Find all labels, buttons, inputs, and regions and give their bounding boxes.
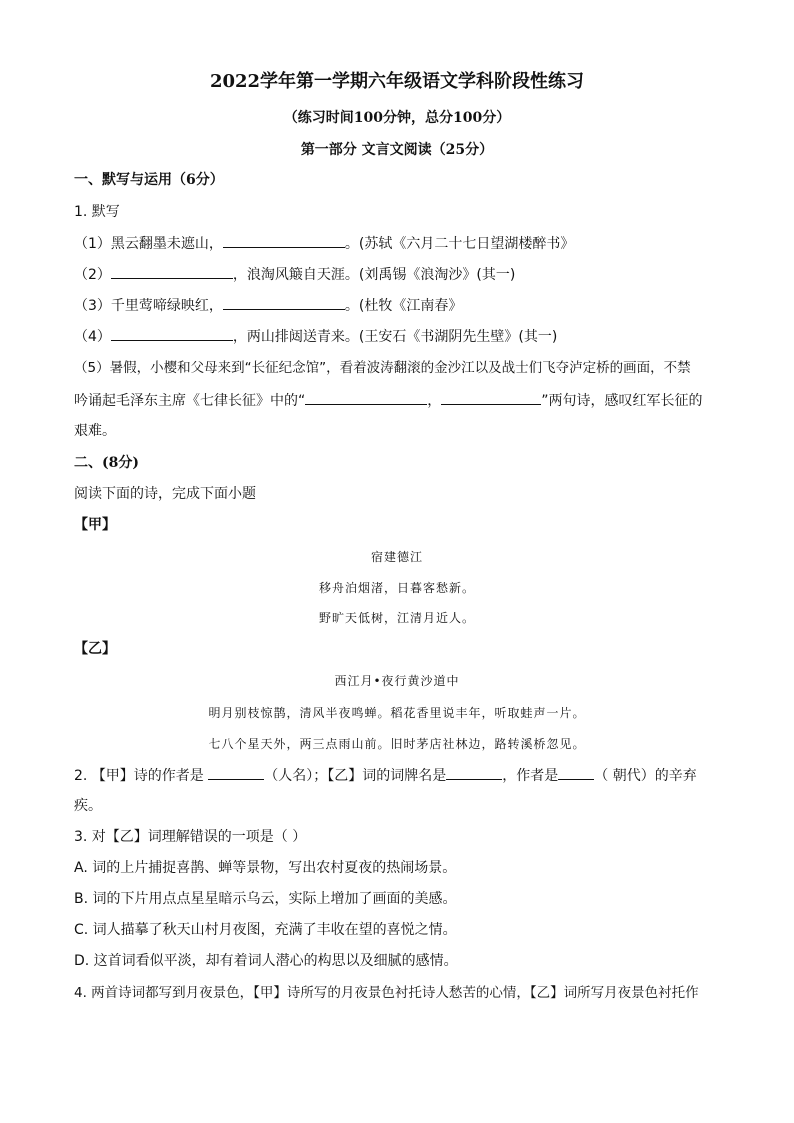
page-subtitle: （练习时间100分钟，总分100分） xyxy=(283,110,511,126)
item5-prefix: 吟诵起毛泽东主席《七律长征》中的“ xyxy=(74,393,306,409)
question1-item5-line1: （5）暑假，小樱和父母来到“长征纪念馆”，看着波涛翻滚的金沙江以及战士们飞夺泸定桥的画面，不禁 xyxy=(74,360,691,376)
poem2-title: 西江月•夜行黄沙道中 xyxy=(334,674,460,688)
item5-middle: ， xyxy=(427,393,442,409)
question4: 4. 两首诗词都写到月夜景色，【甲】诗所写的月夜景色衬托诗人愁苦的心情，【乙】词所写月夜景色衬托作 xyxy=(74,985,699,1001)
answer-blank[interactable] xyxy=(305,390,427,405)
question2 xyxy=(74,765,697,786)
section1-heading: 一、默写与运用（6分） xyxy=(74,172,224,188)
question1-item4 xyxy=(74,326,557,347)
item4-prefix: （4） xyxy=(74,329,111,345)
item3-prefix: （3）千里莺啼绿映红， xyxy=(74,298,223,314)
answer-blank[interactable] xyxy=(223,233,345,248)
option-a[interactable]: A. 词的上片捕捉喜鹊、蝉等景物，写出农村夏夜的热闹场景。 xyxy=(74,860,457,876)
item5-suffix: ”两句诗，感叹红军长征的 xyxy=(541,393,703,409)
item2-suffix: ，浪淘风簸自天涯。(刘禹锡《浪淘沙》(其一) xyxy=(232,267,516,283)
answer-blank[interactable] xyxy=(111,326,233,341)
item4-suffix: ，两山排闼送青来。(王安石《书湖阴先生壁》(其一) xyxy=(232,329,558,345)
answer-blank[interactable] xyxy=(111,264,233,279)
answer-blank[interactable] xyxy=(208,765,264,780)
question1-label: 1. 默写 xyxy=(74,204,120,220)
section2-heading: 二、(8分) xyxy=(74,455,139,471)
item2-prefix: （2） xyxy=(74,267,111,283)
q2-part-a: 2. 【甲】诗的作者是 xyxy=(74,768,209,784)
answer-blank[interactable] xyxy=(223,295,345,310)
poem-jia-label: 【甲】 xyxy=(74,517,116,533)
question1-item3 xyxy=(74,295,462,316)
option-b[interactable]: B. 词的下片用点点星星暗示乌云，实际上增加了画面的美感。 xyxy=(74,891,457,907)
question3: 3. 对【乙】词理解错误的一项是（ ） xyxy=(74,829,307,845)
q2-part-d: （ 朝代）的辛弃 xyxy=(594,768,697,784)
item1-suffix: 。(苏轼《六月二十七日望湖楼醉书》 xyxy=(344,236,575,252)
option-d[interactable]: D. 这首词看似平淡，却有着词人潜心的构思以及细腻的感情。 xyxy=(74,953,458,969)
question2-continued: 疾。 xyxy=(74,798,102,814)
poem-yi-label: 【乙】 xyxy=(74,641,116,657)
answer-blank[interactable] xyxy=(441,390,541,405)
q2-part-b: （人名）；【乙】词的词牌名是 xyxy=(264,768,447,784)
question1-item5-line2 xyxy=(74,390,703,411)
poem2-line1: 明月别枝惊鹊，清风半夜鸣蝉。稻花香里说丰年，听取蛙声一片。 xyxy=(208,706,586,720)
item3-suffix: 。(杜牧《江南春》 xyxy=(344,298,463,314)
question1-item1 xyxy=(74,233,574,254)
poem1-line1: 移舟泊烟渚，日暮客愁新。 xyxy=(318,581,475,595)
answer-blank[interactable] xyxy=(446,765,502,780)
question1-item5-line3: 艰难。 xyxy=(74,423,116,439)
poem1-line2: 野旷天低树，江清月近人。 xyxy=(318,611,475,625)
page-title: 2022学年第一学期六年级语文学科阶段性练习 xyxy=(209,71,585,92)
item1-prefix: （1）黑云翻墨未遮山， xyxy=(74,236,223,252)
reading-instruction: 阅读下面的诗，完成下面小题 xyxy=(74,486,256,502)
answer-blank[interactable] xyxy=(558,765,594,780)
poem2-line2: 七八个星天外，两三点雨山前。旧时茅店社林边，路转溪桥忽见。 xyxy=(208,737,586,751)
part-heading: 第一部分 文言文阅读（25分） xyxy=(300,142,494,158)
question1-item2 xyxy=(74,264,515,285)
poem1-title: 宿建德江 xyxy=(370,550,423,564)
option-c[interactable]: C. 词人描摹了秋天山村月夜图，充满了丰收在望的喜悦之情。 xyxy=(74,922,457,938)
q2-part-c: ，作者是 xyxy=(502,768,559,784)
